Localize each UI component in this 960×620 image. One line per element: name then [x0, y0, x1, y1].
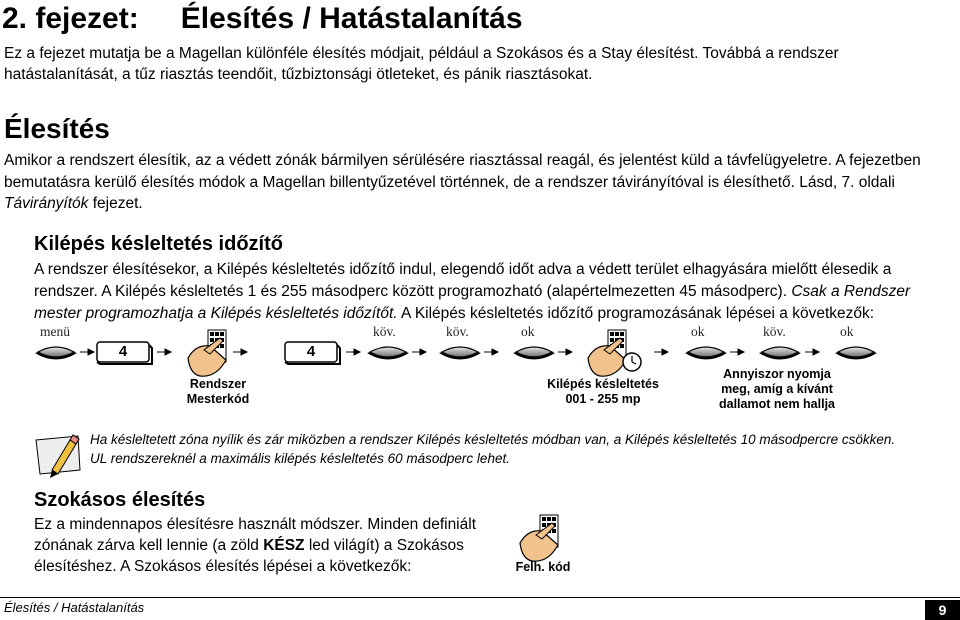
seq-label-ok-3: ok: [840, 324, 854, 339]
ok-key-icon-3: [835, 347, 877, 360]
sequence-digit-label: [594, 342, 620, 370]
ok-key-icon-2: [685, 347, 727, 360]
seq-label-next-3: köv.: [763, 324, 786, 339]
note-line-2: UL rendszereknél a maximális kilépés késleltetés 60 másodperc lehet.: [90, 451, 510, 466]
menu-key-icon: [35, 347, 77, 360]
note-pencil-icon: [36, 435, 80, 478]
hand-keypad-icon-user: [520, 515, 558, 561]
regular-text-bold: KÉSZ: [263, 537, 305, 554]
section-heading-arming: Élesítés: [4, 113, 110, 144]
regular-text-a: Ez a mindennapos élesítésre használt módszer. Minden definiált zónának zárva kell lennie (a zöld: [34, 516, 476, 554]
regular-text-b: led világít) a Szokásos élesítéshez. A Szokásos élesítés lépései a következők:: [34, 537, 464, 575]
footer-divider: [0, 597, 960, 598]
caption-beep: Annyiszor nyomja meg, amíg a kívánt dallamot nem hallja: [718, 367, 835, 411]
digit-key-label-1: 4: [118, 343, 128, 360]
regular-arming-paragraph: [34, 514, 494, 577]
ok-key-icon-1: [513, 347, 555, 360]
footer-section-title: Élesítés / Hatástalanítás: [4, 600, 145, 615]
seq-label-ok-2: ok: [691, 324, 705, 339]
chapter-number: 2. fejezet:: [2, 2, 139, 35]
hand-keypad-icon: [188, 330, 226, 376]
arming-text-end: fejezet.: [88, 195, 143, 212]
exit-delay-italic: Csak a Rendszer mester programozhatja a Kilépés késleltetés időzítőt.: [34, 283, 911, 322]
digit-key-label-2: 4: [306, 343, 316, 360]
subheading-regular-arming: Szokásos élesítés: [34, 489, 206, 511]
next-key-icon-3: [759, 347, 801, 360]
next-key-icon-2: [439, 347, 481, 360]
page-number: 9: [925, 600, 960, 620]
caption-exit-delay: Kilépés késleltetés 001 - 255 mp: [547, 377, 659, 406]
arming-text: Amikor a rendszert élesítik, az a védett zónák bármilyen sérülésére riasztással reagál, és jelentést küld a távfelügyeletre. A fejezetben bemutatásra kerülő élesítés módok a Magellan billentyűzetével történnek, de a rendszer távirányítóval is élesíthető. Lásd, 7. oldali: [4, 152, 921, 191]
arming-link-remotes[interactable]: Távirányítók: [4, 195, 89, 212]
intro-paragraph: Ez a fejezet mutatja be a Magellan különféle élesítés módjait, például a Szokásos és a Stay élesítést. Továbbá a rendszer hatástalanítását, a tűz riasztás teendőit, tűzbiztonsági ötleteket, és pánik riasztásokat.: [4, 45, 839, 83]
seq-label-menu: menü: [40, 324, 70, 339]
next-key-icon-1: [367, 347, 409, 360]
seq-label-next-1: köv.: [373, 324, 396, 339]
note-box: [90, 430, 950, 468]
exit-delay-text-a: A rendszer élesítésekor, a Kilépés késleltetés időzítő indul, elegendő időt adva a védett terület elhagyására mielőtt élesedik a rendszer. A Kilépés késleltetés 1 és 255 másodperc között programozható (alapértelmezetten 45 másodperc).: [34, 261, 892, 300]
seq-label-ok-1: ok: [521, 324, 535, 339]
caption-master-code: Rendszer Mesterkód: [186, 377, 250, 406]
seq-label-next-2: köv.: [446, 324, 469, 339]
caption-user-code: Felh. kód: [515, 560, 571, 574]
exit-delay-text-b: A Kilépés késleltetés időzítő programozásának lépései a következők:: [397, 305, 875, 322]
note-line-1: Ha késleltetett zóna nyílik és zár miközben a rendszer Kilépés késleltetés módban van, a Kilépés késleltetés 10 másodpercre csökken.: [90, 432, 896, 447]
subheading-exit-delay: Kilépés késleltetés időzítő: [34, 233, 283, 255]
chapter-name: Élesítés / Hatástalanítás: [180, 2, 523, 35]
